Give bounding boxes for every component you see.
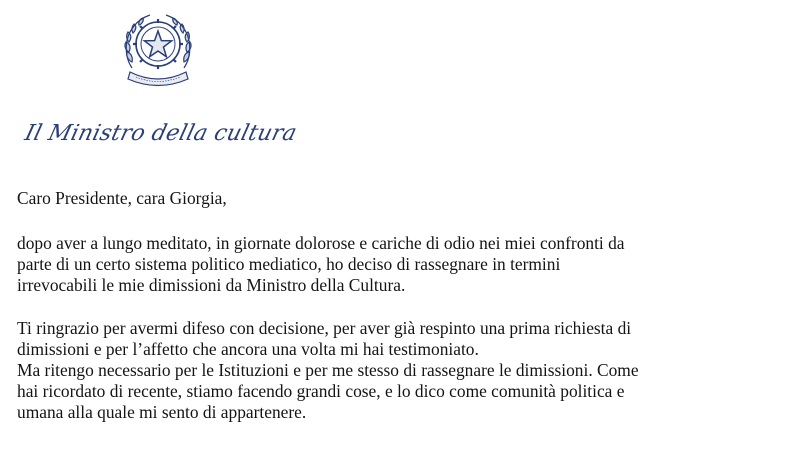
paragraph-2-line: dimissioni e per l’affetto che ancora una volta mi hai testimoniato. [17,339,479,359]
ministry-heading: Il Ministro della cultura [22,121,300,146]
letter-paragraph-2 [17,318,792,423]
letter-salutation: Caro Presidente, cara Giorgia, [17,188,227,208]
letter-paragraph-1 [17,233,792,296]
paragraph-1-line: parte di un certo sistema politico mediatico, ho deciso di rassegnare in termini [17,254,561,274]
paragraph-2-line: Ti ringrazio per avermi difeso con decisione, per aver già respinto una prima richiesta di [17,318,632,338]
paragraph-2-line: hai ricordato di recente, stiamo facendo grandi cose, e lo dico come comunità politica e [17,381,625,401]
paragraph-2-line: umana alla quale mi sento di appartenere. [17,402,307,422]
paragraph-1-line: dopo aver a lungo meditato, in giornate dolorose e cariche di odio nei miei confronti da [17,233,625,253]
letter-body [17,188,792,423]
italian-republic-emblem-icon [118,6,198,90]
paragraph-1-line: irrevocabili le mie dimissioni da Ministro della Cultura. [17,275,406,295]
paragraph-2-line: Ma ritengo necessario per le Istituzioni e per me stesso di rassegnare le dimissioni. Come [17,360,639,380]
